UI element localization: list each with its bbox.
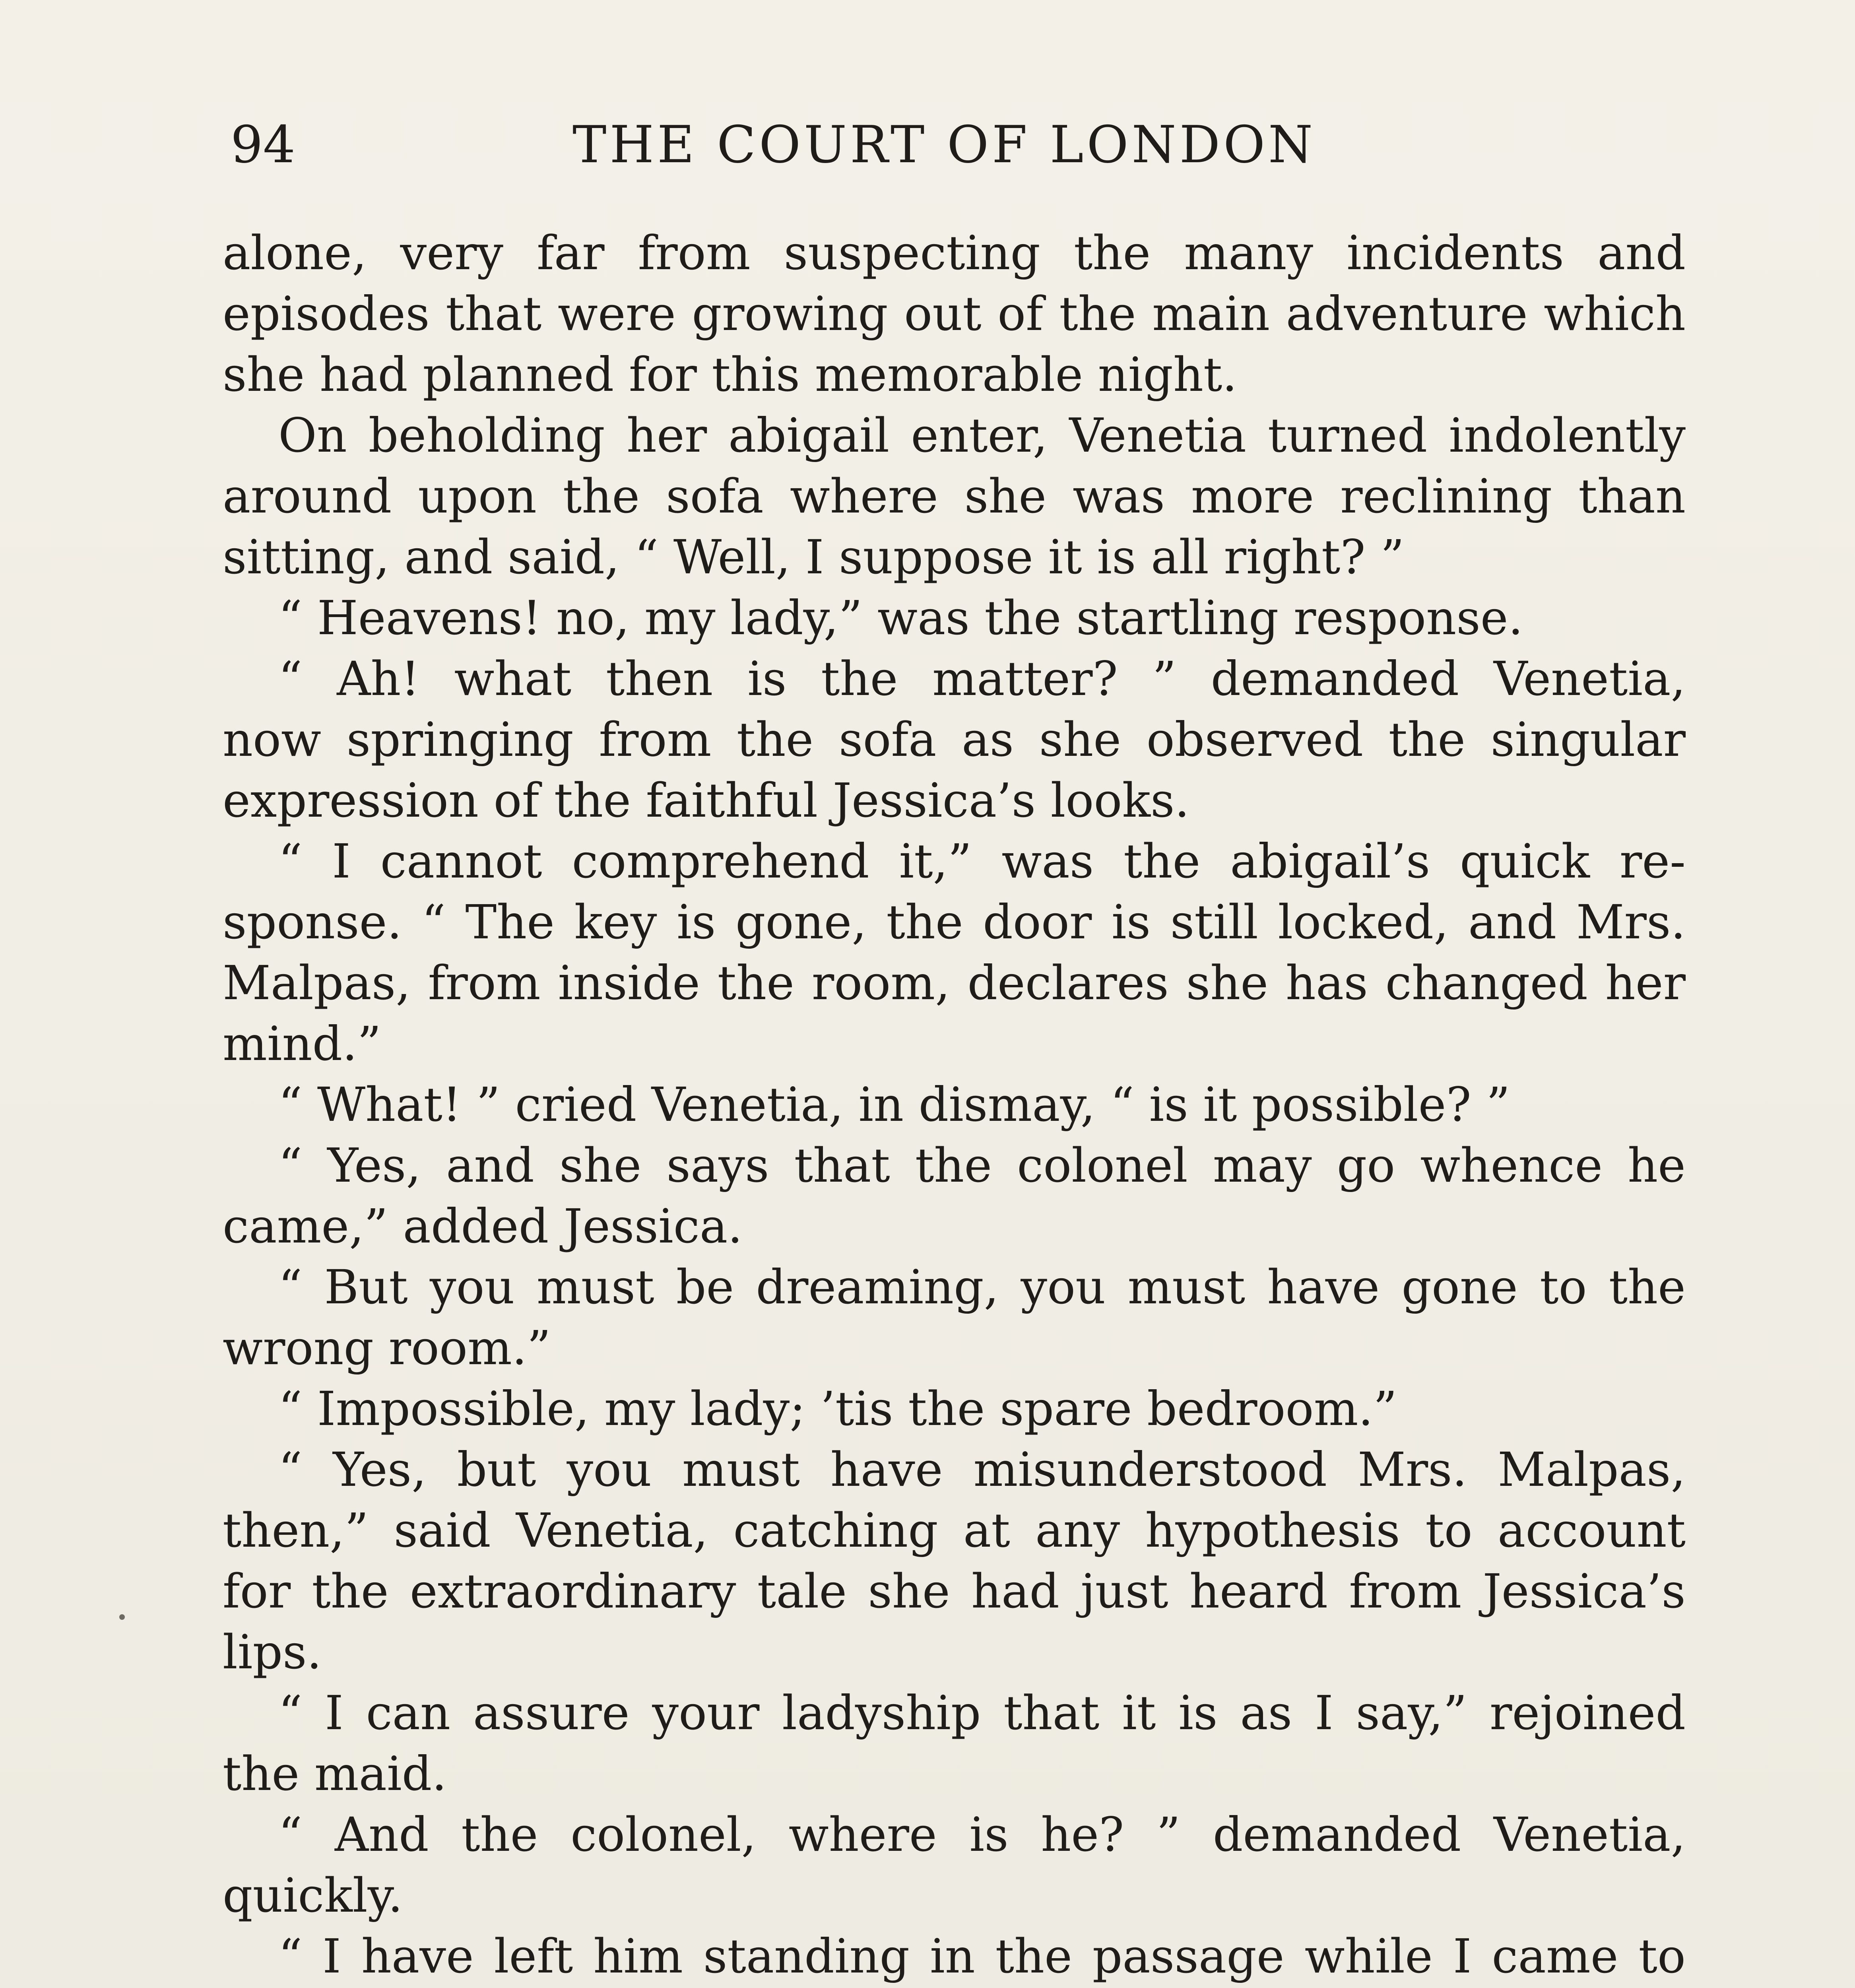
text-line: she had planned for this memorable night. — [223, 347, 1237, 402]
page-header — [231, 107, 1684, 183]
text-line: mind.” — [223, 1016, 381, 1071]
text-line: quickly. — [223, 1868, 403, 1923]
text-line: lips. — [223, 1625, 322, 1679]
text-line: “ I cannot comprehend it,” was the abigail’s quick re- — [278, 834, 1686, 889]
text-line: “ Heavens! no, my lady,” was the startling response. — [278, 590, 1523, 645]
text-line: “ Yes, and she says that the colonel may go whence he — [278, 1138, 1686, 1193]
text-line: wrong room.” — [223, 1320, 551, 1375]
text-line: “ Impossible, my lady; ’tis the spare bedroom.” — [278, 1381, 1397, 1436]
text-line: On beholding her abigail enter, Venetia turned indolently — [278, 408, 1686, 463]
text-line: “ Ah! what then is the matter? ” demanded Venetia, — [278, 651, 1686, 706]
text-line: expression of the faithful Jessica’s looks. — [223, 773, 1190, 828]
text-line: the maid. — [223, 1746, 447, 1801]
text-line: “ I can assure your ladyship that it is as I say,” rejoined — [278, 1685, 1686, 1740]
text-line: sponse. “ The key is gone, the door is still locked, and Mrs. — [223, 895, 1686, 949]
text-line: Malpas, from inside the room, declares she has changed her — [223, 955, 1686, 1010]
text-line: for the extraordinary tale she had just heard from Jessica’s — [223, 1564, 1686, 1619]
text-line: “ Yes, but you must have misunderstood Mrs. Malpas, — [278, 1442, 1686, 1497]
body-text — [223, 223, 1686, 1988]
text-line: episodes that were growing out of the main adventure which — [223, 286, 1686, 341]
page-speck — [119, 1614, 125, 1620]
text-line: came,” added Jessica. — [223, 1199, 743, 1254]
text-line: sitting, and said, “ Well, I suppose it is all right? ” — [223, 530, 1405, 584]
text-line: “ What! ” cried Venetia, in dismay, “ is it possible? ” — [278, 1077, 1510, 1132]
text-line: alone, very far from suspecting the many incidents and — [223, 225, 1686, 280]
text-line: now springing from the sofa as she observed the singular — [223, 712, 1686, 767]
text-line: “ I have left him standing in the passage while I came to — [278, 1929, 1686, 1984]
running-head: THE COURT OF LONDON — [572, 115, 1316, 175]
page-number: 94 — [231, 115, 295, 175]
text-line: “ But you must be dreaming, you must have gone to the — [278, 1260, 1686, 1314]
text-line: “ And the colonel, where is he? ” demanded Venetia, — [278, 1807, 1686, 1862]
text-line: around upon the sofa where she was more reclining than — [223, 469, 1686, 524]
text-line: then,” said Venetia, catching at any hypothesis to account — [223, 1503, 1686, 1558]
